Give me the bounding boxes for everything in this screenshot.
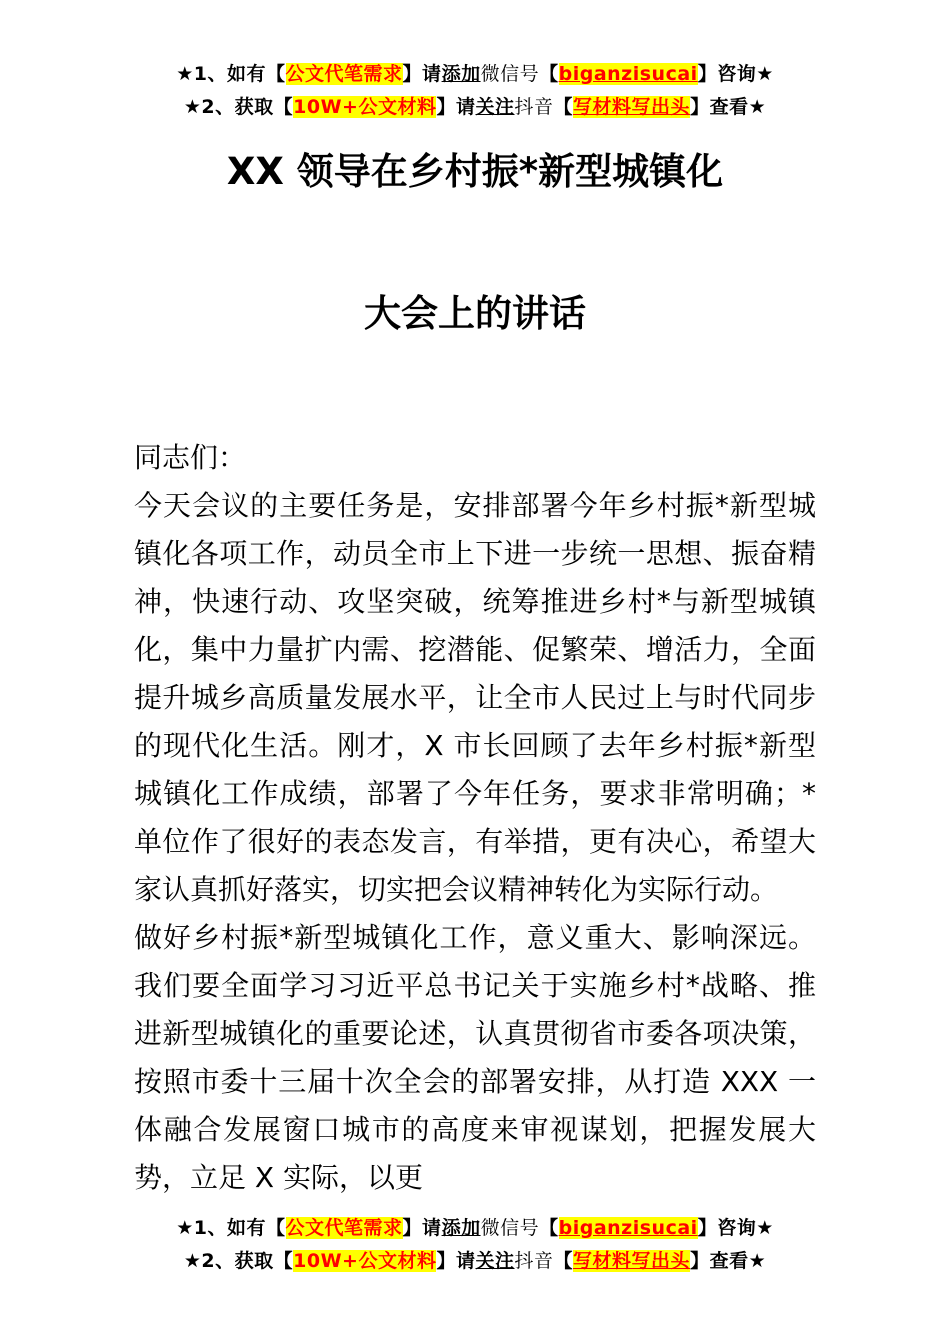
follow-action-underlined: 关注	[475, 96, 515, 118]
promo-prefix: ★2、获取【	[183, 96, 294, 118]
material-pack-highlight: 10W+公文材料	[293, 96, 437, 118]
promo-banner-bottom	[0, 1212, 950, 1278]
wechat-label: 微信号	[480, 1217, 540, 1239]
wechat-id-highlight: biganzisucai	[558, 1217, 698, 1239]
douyin-account-highlight: 写材料写出头	[573, 1250, 691, 1272]
add-action-underlined: 添加	[441, 63, 481, 85]
douyin-label: 抖音	[514, 96, 554, 118]
follow-action-underlined: 关注	[475, 1250, 515, 1272]
wechat-id-highlight: biganzisucai	[558, 63, 698, 85]
bracket-text: 】请	[402, 63, 442, 85]
promo-banner-top	[0, 0, 950, 124]
open-bracket: 【	[539, 63, 559, 85]
promo-line-2	[0, 91, 950, 124]
open-bracket: 【	[553, 96, 574, 118]
promo-prefix: ★1、如有【	[176, 1217, 286, 1239]
service-need-highlight: 公文代笔需求	[285, 63, 403, 85]
consult-suffix: 】咨询★	[697, 63, 774, 85]
add-action-underlined: 添加	[441, 1217, 481, 1239]
wechat-label: 微信号	[480, 63, 540, 85]
open-bracket: 【	[539, 1217, 559, 1239]
promo-line-1	[0, 58, 950, 91]
consult-suffix: 】咨询★	[697, 1217, 774, 1239]
material-pack-highlight: 10W+公文材料	[293, 1250, 437, 1272]
bracket-text: 】请	[436, 1250, 476, 1272]
document-body	[134, 434, 816, 1202]
service-need-highlight: 公文代笔需求	[285, 1217, 403, 1239]
open-bracket: 【	[553, 1250, 574, 1272]
document-title-line-1: XX 领导在乡村振*新型城镇化	[226, 150, 724, 193]
promo-line-1	[0, 1212, 950, 1245]
view-suffix: 】查看★	[690, 1250, 767, 1272]
salutation: 同志们：	[134, 441, 247, 474]
bracket-text: 】请	[436, 96, 476, 118]
promo-line-2	[0, 1245, 950, 1278]
promo-prefix: ★1、如有【	[176, 63, 286, 85]
douyin-account-highlight: 写材料写出头	[573, 96, 691, 118]
document-title-line-2: 大会上的讲话	[364, 292, 586, 335]
douyin-label: 抖音	[514, 1250, 554, 1272]
paragraph-2: 做好乡村振*新型城镇化工作，意义重大、影响深远。我们要全面学习习近平总书记关于实施乡村*战略、推进新型城镇化的重要论述，认真贯彻省市委各项决策，按照市委十三届十次全会的部署安排，从打造 XXX 一体融合发展窗口城市的高度来审视谋划，把握发展大势，立足 X 实际，以更	[134, 921, 816, 1194]
view-suffix: 】查看★	[690, 96, 767, 118]
promo-prefix: ★2、获取【	[183, 1250, 294, 1272]
paragraph-1: 今天会议的主要任务是，安排部署今年乡村振*新型城镇化各项工作，动员全市上下进一步统一思想、振奋精神，快速行动、攻坚突破，统筹推进乡村*与新型城镇化，集中力量扩内需、挖潜能、促繁荣、增活力，全面提升城乡高质量发展水平，让全市人民过上与时代同步的现代化生活。刚才，X 市长回顾了去年乡村振*新型城镇化工作成绩，部署了今年任务，要求非常明确；*单位作了很好的表态发言，有举措，更有决心，希望大家认真抓好落实，切实把会议精神转化为实际行动。	[134, 489, 816, 906]
bracket-text: 】请	[402, 1217, 442, 1239]
